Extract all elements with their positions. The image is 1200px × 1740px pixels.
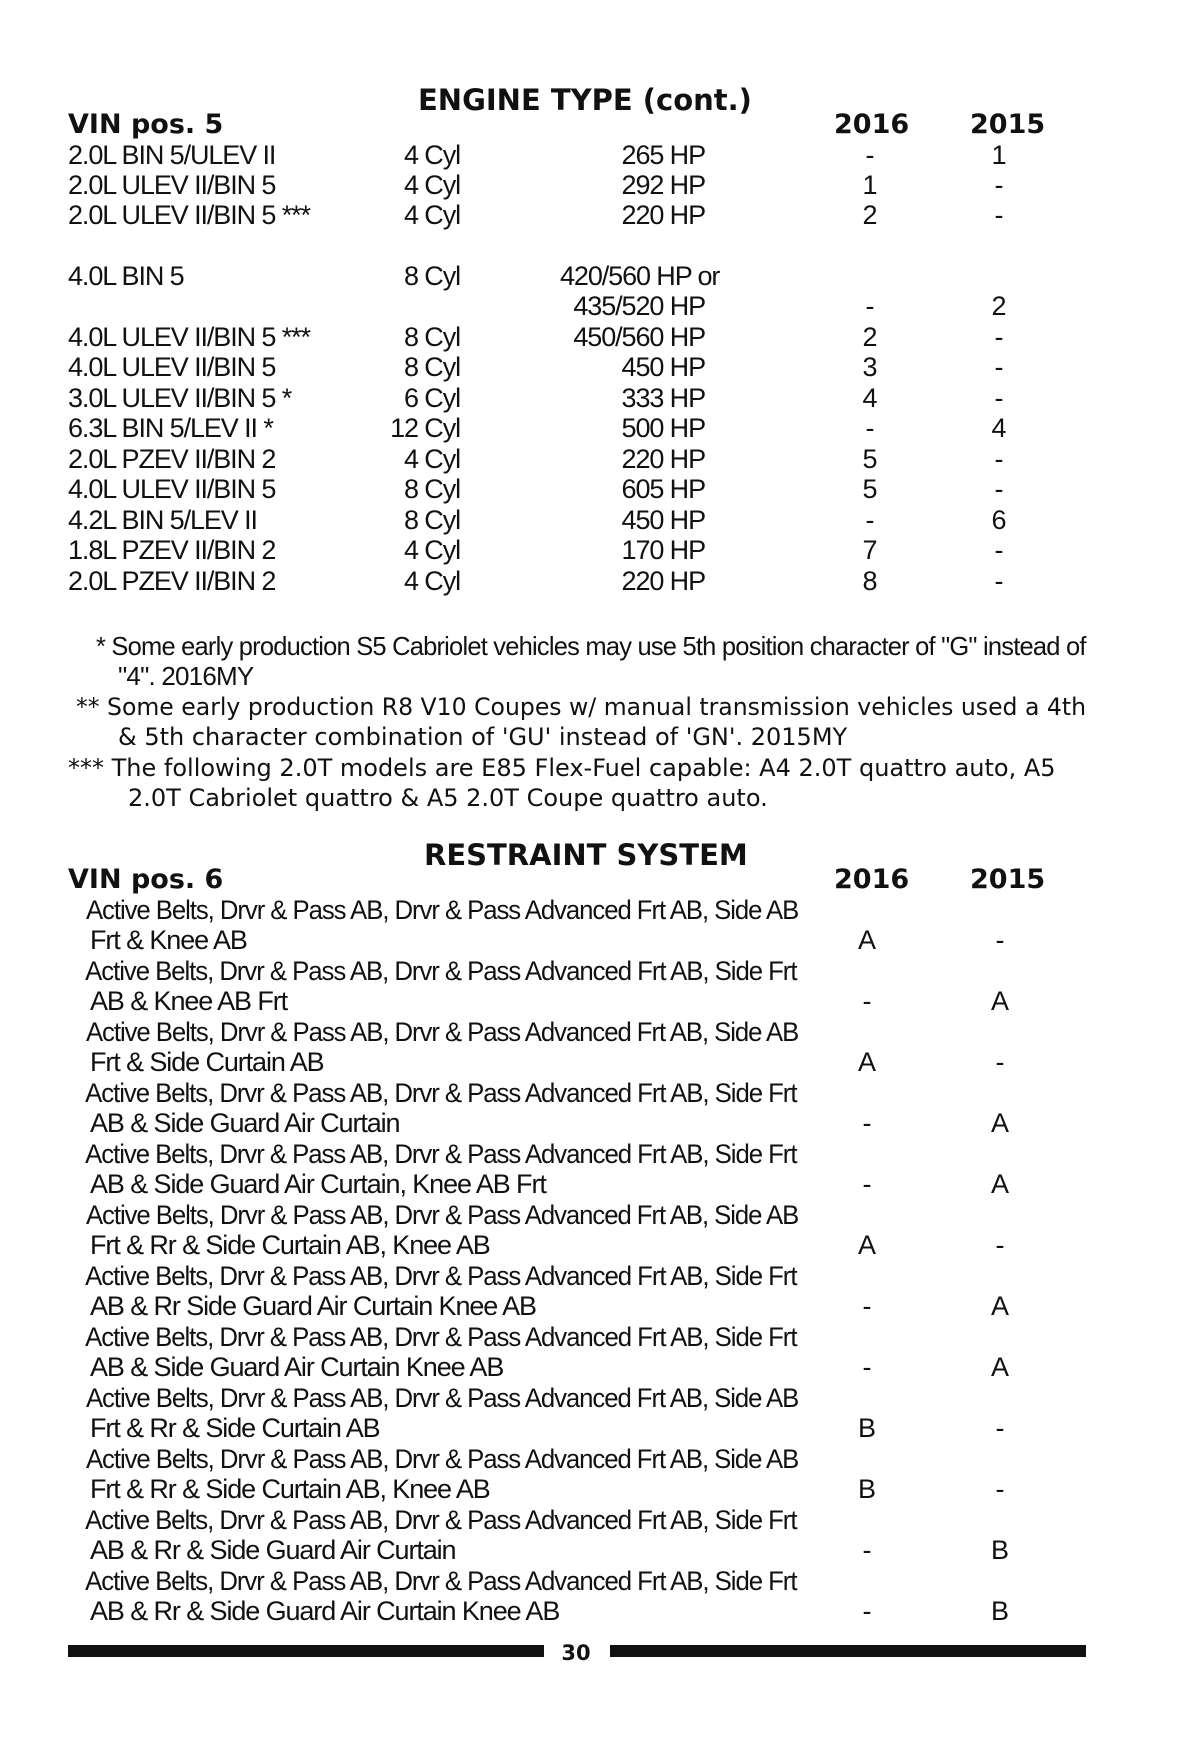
footnote-2-line-2: & 5th character combination of 'GU' instead of 'GN'. 2015MY: [118, 723, 848, 751]
engine-row-2016: 4: [862, 383, 878, 413]
engine-row-hp: 220 HP: [621, 200, 705, 230]
restraint-row-line-1: Active Belts, Drvr & Pass AB, Drvr & Pass Advanced Frt AB, Side AB: [85, 895, 799, 925]
restraint-year-2016-header: 2016: [834, 864, 910, 895]
restraint-row-2015: -: [995, 1413, 1005, 1443]
restraint-row-line-2: AB & Side Guard Air Curtain, Knee AB Frt: [90, 1169, 546, 1199]
restraint-row-line-2: AB & Rr & Side Guard Air Curtain Knee AB: [90, 1596, 560, 1626]
engine-row-hp: 292 HP: [621, 170, 705, 200]
restraint-row-line-2: AB & Rr & Side Guard Air Curtain: [90, 1535, 456, 1565]
engine-year-2016-header: 2016: [834, 109, 910, 140]
engine-row-2016: 2: [862, 322, 878, 352]
engine-row-2016: -: [865, 505, 875, 535]
engine-row-cyl: 6 Cyl: [403, 383, 460, 413]
restraint-row-line-1: Active Belts, Drvr & Pass AB, Drvr & Pass Advanced Frt AB, Side Frt: [85, 1505, 797, 1535]
restraint-row-line-1: Active Belts, Drvr & Pass AB, Drvr & Pass Advanced Frt AB, Side Frt: [85, 1566, 797, 1596]
restraint-row-2016: -: [862, 1535, 872, 1565]
engine-row-desc: 6.3L BIN 5/LEV II *: [68, 413, 273, 443]
engine-section-title: ENGINE TYPE (cont.): [418, 83, 752, 117]
restraint-row-2015: A: [990, 1108, 1009, 1138]
footer-rule-left: [68, 1645, 544, 1657]
engine-row-2016: -: [865, 291, 875, 321]
restraint-row-line-1: Active Belts, Drvr & Pass AB, Drvr & Pass Advanced Frt AB, Side Frt: [85, 1078, 797, 1108]
engine-row-2015: -: [994, 352, 1004, 382]
engine-row-hp: 500 HP: [621, 413, 705, 443]
engine-row-hp: 170 HP: [621, 535, 705, 565]
engine-row-cyl: 12 Cyl: [390, 413, 460, 443]
footnote-1-line-2: "4". 2016MY: [118, 661, 254, 691]
restraint-row-line-1: Active Belts, Drvr & Pass AB, Drvr & Pass Advanced Frt AB, Side Frt: [85, 1322, 797, 1352]
engine-row-cyl: 8 Cyl: [403, 505, 460, 535]
restraint-row-2015: B: [990, 1535, 1009, 1565]
engine-row-2015: -: [994, 444, 1004, 474]
engine-row-2015: 4: [991, 413, 1007, 443]
engine-row-2015: 2: [991, 291, 1007, 321]
engine-row-2016: -: [865, 140, 875, 170]
engine-row-2015: -: [994, 474, 1004, 504]
engine-row-hp: 265 HP: [621, 140, 705, 170]
engine-row-hp: 450 HP: [621, 352, 705, 382]
footnote-3-line-2: 2.0T Cabriolet quattro & A5 2.0T Coupe quattro auto.: [128, 784, 768, 812]
page-number: 30: [561, 1641, 591, 1665]
restraint-row-line-1: Active Belts, Drvr & Pass AB, Drvr & Pass Advanced Frt AB, Side Frt: [85, 1139, 797, 1169]
restraint-row-2016: -: [862, 1108, 872, 1138]
restraint-row-2016: A: [857, 1230, 876, 1260]
engine-row-2016: 1: [862, 170, 878, 200]
engine-row-2016: 5: [862, 474, 878, 504]
engine-row-hp: 450 HP: [621, 505, 705, 535]
restraint-row-2016: B: [857, 1413, 876, 1443]
restraint-row-2015: -: [995, 1474, 1005, 1504]
engine-row-2015: 1: [991, 140, 1007, 170]
restraint-row-2015: A: [990, 986, 1009, 1016]
engine-row-hp: 220 HP: [621, 566, 705, 596]
engine-row-2015: -: [994, 322, 1004, 352]
restraint-row-2016: -: [862, 1291, 872, 1321]
restraint-row-2016: -: [862, 1352, 872, 1382]
engine-row-cyl: 4 Cyl: [403, 200, 460, 230]
engine-row-2016: -: [865, 413, 875, 443]
engine-row-cyl: 8 Cyl: [403, 474, 460, 504]
restraint-row-2015: -: [995, 1047, 1005, 1077]
engine-row-2015: 6: [991, 505, 1007, 535]
engine-row-desc: 4.2L BIN 5/LEV II: [68, 505, 257, 535]
restraint-row-line-1: Active Belts, Drvr & Pass AB, Drvr & Pass Advanced Frt AB, Side Frt: [85, 1261, 797, 1291]
restraint-row-2016: B: [857, 1474, 876, 1504]
restraint-row-2015: A: [990, 1291, 1009, 1321]
engine-row-2016: 8: [862, 566, 878, 596]
restraint-row-line-2: Frt & Rr & Side Curtain AB, Knee AB: [90, 1474, 490, 1504]
engine-row-2016: 5: [862, 444, 878, 474]
restraint-row-line-2: AB & Knee AB Frt: [90, 986, 288, 1016]
engine-row-cyl: 8 Cyl: [403, 261, 460, 291]
engine-row-desc: 4.0L ULEV II/BIN 5 ***: [68, 322, 310, 352]
restraint-row-2016: -: [862, 986, 872, 1016]
restraint-row-line-2: Frt & Rr & Side Curtain AB, Knee AB: [90, 1230, 490, 1260]
restraint-year-2015-header: 2015: [970, 864, 1046, 895]
engine-row-2016: 7: [862, 535, 878, 565]
restraint-row-line-1: Active Belts, Drvr & Pass AB, Drvr & Pass Advanced Frt AB, Side AB: [85, 1017, 799, 1047]
restraint-row-2016: -: [862, 1596, 872, 1626]
engine-row-2016: 2: [862, 200, 878, 230]
footer-rule-right: [610, 1645, 1086, 1657]
engine-row-desc: 2.0L ULEV II/BIN 5: [68, 170, 276, 200]
footnote-3-line-1: *** The following 2.0T models are E85 Flex-Fuel capable: A4 2.0T quattro auto, A5: [68, 754, 1056, 782]
restraint-row-line-2: Frt & Side Curtain AB: [90, 1047, 324, 1077]
restraint-row-line-2: Frt & Knee AB: [90, 925, 247, 955]
engine-row-cyl: 4 Cyl: [403, 140, 460, 170]
engine-row-2015: -: [994, 170, 1004, 200]
engine-row-2015: -: [994, 566, 1004, 596]
engine-row-desc: 2.0L ULEV II/BIN 5 ***: [68, 200, 310, 230]
restraint-row-line-1: Active Belts, Drvr & Pass AB, Drvr & Pass Advanced Frt AB, Side Frt: [85, 956, 797, 986]
restraint-vin-label: VIN pos. 6: [68, 864, 224, 895]
engine-row-desc: 2.0L PZEV II/BIN 2: [68, 444, 276, 474]
engine-row-desc: 4.0L ULEV II/BIN 5: [68, 474, 276, 504]
engine-row-desc: 3.0L ULEV II/BIN 5 *: [68, 383, 292, 413]
restraint-row-2016: -: [862, 1169, 872, 1199]
restraint-row-2015: -: [995, 925, 1005, 955]
restraint-row-2016: A: [857, 925, 876, 955]
restraint-row-line-2: AB & Side Guard Air Curtain: [90, 1108, 400, 1138]
engine-row-cyl: 4 Cyl: [403, 444, 460, 474]
engine-row-hp: 450/560 HP: [573, 322, 705, 352]
restraint-row-line-1: Active Belts, Drvr & Pass AB, Drvr & Pass Advanced Frt AB, Side AB: [85, 1383, 799, 1413]
engine-row-hp: 435/520 HP: [573, 291, 705, 321]
engine-year-2015-header: 2015: [970, 109, 1046, 140]
footnote-1-line-1: * Some early production S5 Cabriolet vehicles may use 5th position character of "G" instead of: [96, 631, 1086, 661]
engine-row-hp: 220 HP: [621, 444, 705, 474]
engine-vin-label: VIN pos. 5: [68, 109, 224, 140]
restraint-row-line-2: AB & Rr Side Guard Air Curtain Knee AB: [90, 1291, 536, 1321]
restraint-row-2015: A: [990, 1169, 1009, 1199]
restraint-row-2015: B: [990, 1596, 1009, 1626]
restraint-row-line-2: AB & Side Guard Air Curtain Knee AB: [90, 1352, 504, 1382]
restraint-row-line-2: Frt & Rr & Side Curtain AB: [90, 1413, 380, 1443]
engine-row-2015: -: [994, 535, 1004, 565]
engine-row-desc: 4.0L BIN 5: [68, 261, 184, 291]
engine-row-2016: 3: [862, 352, 878, 382]
restraint-row-2016: A: [857, 1047, 876, 1077]
engine-row-cyl: 8 Cyl: [403, 352, 460, 382]
engine-row-cyl: 4 Cyl: [403, 566, 460, 596]
engine-row-hp: 605 HP: [621, 474, 705, 504]
engine-row-2015: -: [994, 383, 1004, 413]
engine-row-2015: -: [994, 200, 1004, 230]
engine-row-desc: 2.0L BIN 5/ULEV II: [68, 140, 276, 170]
restraint-row-2015: A: [990, 1352, 1009, 1382]
restraint-row-line-1: Active Belts, Drvr & Pass AB, Drvr & Pass Advanced Frt AB, Side AB: [85, 1200, 799, 1230]
footnote-2-line-1: ** Some early production R8 V10 Coupes w/ manual transmission vehicles used a 4th: [76, 693, 1087, 721]
engine-row-cyl: 8 Cyl: [403, 322, 460, 352]
engine-row-cyl: 4 Cyl: [403, 535, 460, 565]
engine-row-desc: 4.0L ULEV II/BIN 5: [68, 352, 276, 382]
engine-row-desc: 2.0L PZEV II/BIN 2: [68, 566, 276, 596]
engine-row-hp: 420/560 HP or: [560, 261, 720, 291]
restraint-row-line-1: Active Belts, Drvr & Pass AB, Drvr & Pass Advanced Frt AB, Side AB: [85, 1444, 799, 1474]
engine-row-cyl: 4 Cyl: [403, 170, 460, 200]
engine-row-hp: 333 HP: [621, 383, 705, 413]
restraint-row-2015: -: [995, 1230, 1005, 1260]
engine-row-desc: 1.8L PZEV II/BIN 2: [68, 535, 276, 565]
restraint-section-title: RESTRAINT SYSTEM: [424, 838, 748, 872]
